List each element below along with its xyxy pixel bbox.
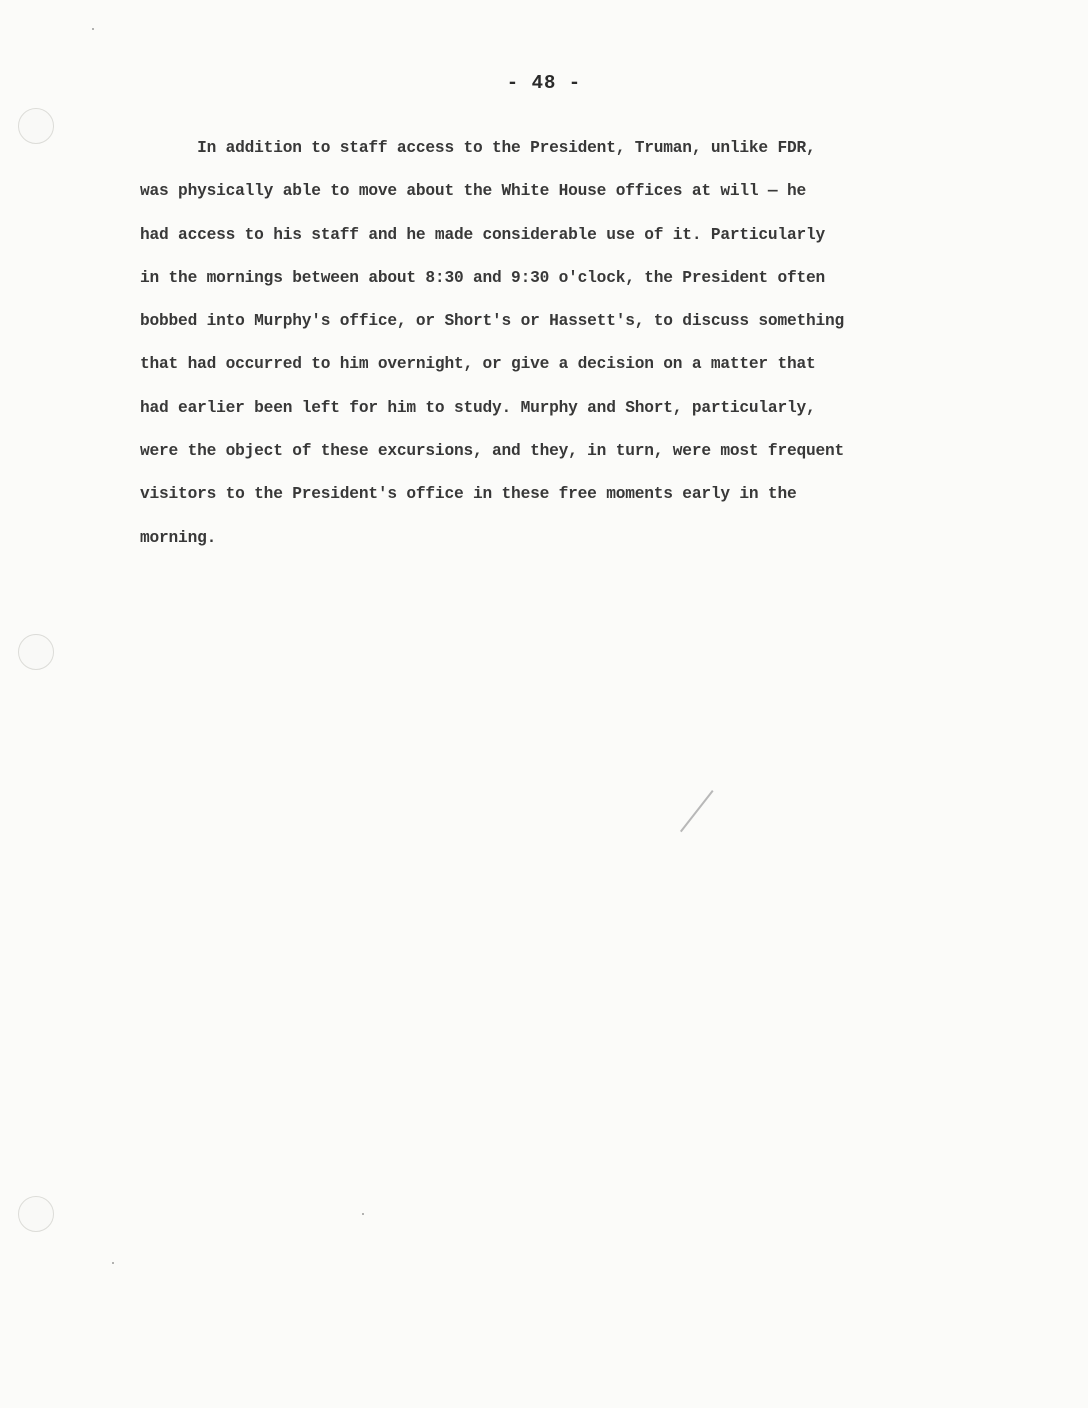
paper-speck	[92, 28, 94, 30]
punch-hole	[18, 1196, 54, 1232]
text-line: was physically able to move about the White House offices at will — he	[140, 182, 806, 201]
paper-speck	[362, 1213, 364, 1215]
text-line: had access to his staff and he made considerable use of it. Particularly	[140, 225, 826, 244]
paper-speck	[112, 1262, 114, 1264]
punch-hole	[18, 108, 54, 144]
text-line: visitors to the President's office in these free moments early in the	[140, 485, 797, 504]
text-line: in the mornings between about 8:30 and 9:30 o'clock, the President often	[140, 268, 826, 287]
text-line: In addition to staff access to the President, Truman, unlike FDR,	[140, 139, 816, 157]
text-line: bobbed into Murphy's office, or Short's or Hassett's, to discuss something	[140, 312, 845, 331]
punch-hole	[18, 634, 54, 670]
text-line: that had occurred to him overnight, or give a decision on a matter that	[140, 355, 816, 374]
page-number: - 48 -	[506, 72, 582, 94]
text-line: had earlier been left for him to study. Murphy and Short, particularly,	[140, 398, 816, 417]
body-paragraph	[140, 127, 940, 560]
text-line: morning.	[140, 528, 217, 547]
stray-pencil-mark	[680, 790, 713, 832]
text-line: were the object of these excursions, and they, in turn, were most frequent	[140, 442, 845, 461]
